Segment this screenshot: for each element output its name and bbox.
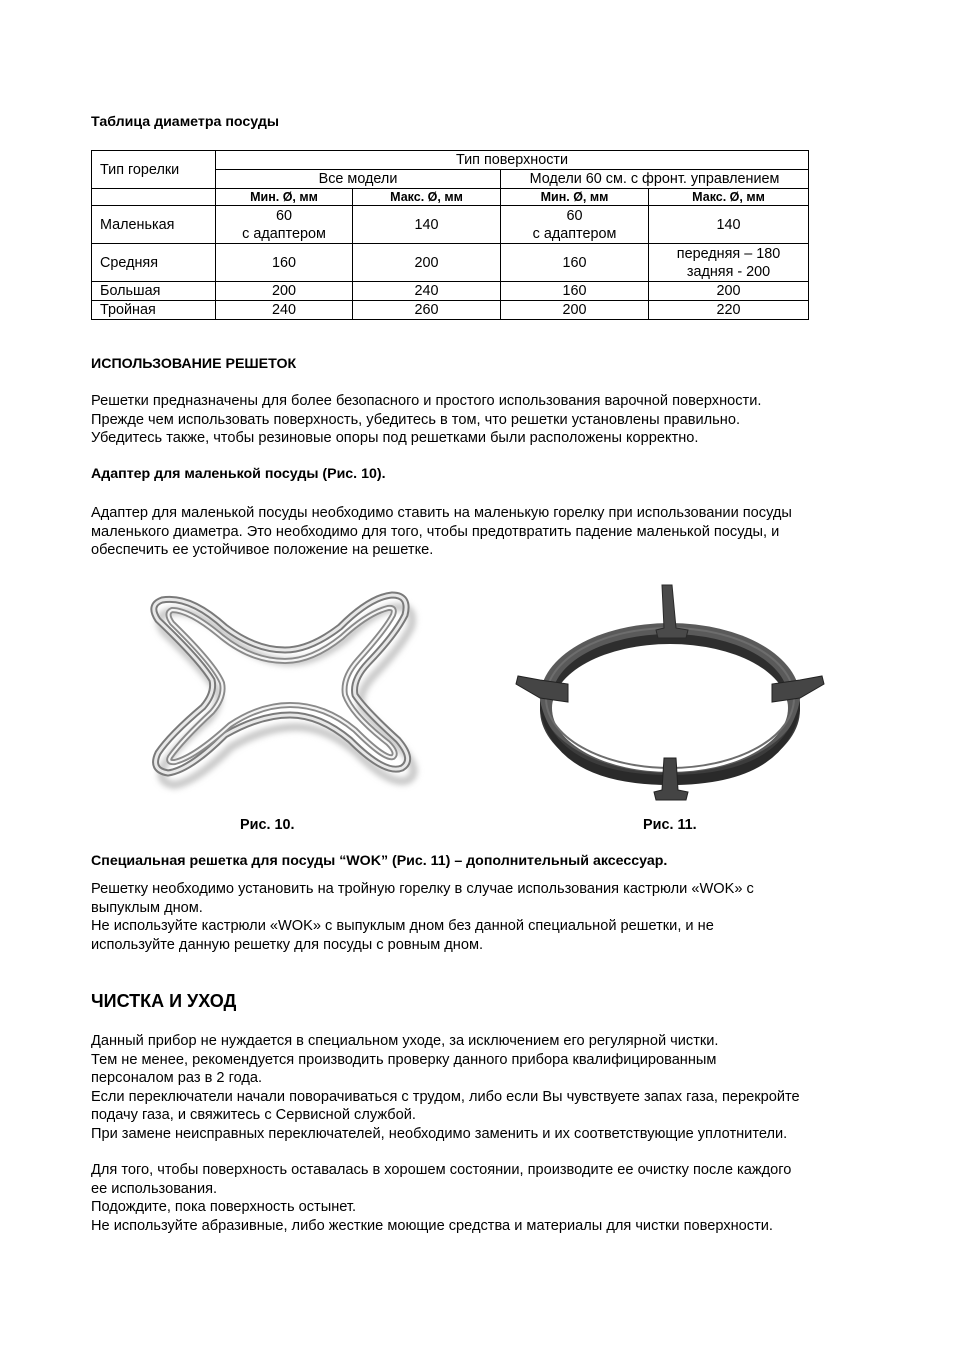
cleaning-heading: ЧИСТКА И УХОД xyxy=(91,991,237,1011)
all-max-cell: 200 xyxy=(353,244,501,282)
all-min-cell: 200 xyxy=(216,282,353,301)
table-title: Таблица диаметра посуды xyxy=(91,114,279,130)
text-line: выпуклым дном. xyxy=(91,899,203,916)
empty-cell xyxy=(92,189,216,206)
all-max-cell: 140 xyxy=(353,206,501,244)
m60-min-cell: 160 xyxy=(501,282,649,301)
text-line: Не используйте абразивные, либо жесткие моющие средства и материалы для чистки поверхности. xyxy=(91,1217,773,1234)
row-name: Маленькая xyxy=(92,206,216,244)
burner-type-header: Тип горелки xyxy=(92,151,216,189)
max-header: Макс. Ø, мм xyxy=(649,189,809,206)
row-name: Большая xyxy=(92,282,216,301)
wok-paragraph xyxy=(91,880,754,954)
text-line: Решетки предназначены для более безопасного и простого использования варочной поверхности. xyxy=(91,393,762,409)
text-line: Адаптер для маленькой посуды необходимо ставить на маленькую горелку при использовании посуды xyxy=(91,505,792,521)
min-header: Мин. Ø, мм xyxy=(501,189,649,206)
text-line: подачу газа, и свяжитесь с Сервисной службой. xyxy=(91,1107,416,1124)
cleaning-paragraph-2 xyxy=(91,1161,791,1235)
figure-10-caption: Рис. 10. xyxy=(240,817,295,833)
max-header: Макс. Ø, мм xyxy=(353,189,501,206)
text-line: Прежде чем использовать поверхность, убедитесь в том, что решетки установлены правильно. xyxy=(91,411,741,428)
wok-heading: Специальная решетка для посуды “WOK” (Рис. 11) – дополнительный аксессуар. xyxy=(91,853,668,869)
m60-min-cell: 160 xyxy=(501,244,649,282)
wok-support-ring-image xyxy=(510,580,830,805)
row-name: Тройная xyxy=(92,301,216,320)
adapter-heading: Адаптер для маленькой посуды (Рис. 10). xyxy=(91,466,386,482)
text-line: Не используйте кастрюли «WOK» с выпуклым дном без данной специальной решетки, и не xyxy=(91,918,714,935)
table-row xyxy=(92,301,809,320)
all-max-cell: 240 xyxy=(353,282,501,301)
m60-max-cell: 140 xyxy=(649,206,809,244)
min-header: Мин. Ø, мм xyxy=(216,189,353,206)
text-line: Решетку необходимо установить на тройную горелку в случае использования кастрюли «WOK» с xyxy=(91,881,754,897)
m60-max-cell: 200 xyxy=(649,282,809,301)
row-name: Средняя xyxy=(92,244,216,282)
figure-11-caption: Рис. 11. xyxy=(643,817,697,833)
all-min-cell: 160 xyxy=(216,244,353,282)
text-line: Данный прибор не нуждается в специальном уходе, за исключением его регулярной чистки. xyxy=(91,1033,719,1049)
small-pot-adapter-image xyxy=(130,575,430,805)
models60-header: Модели 60 см. с фронт. управлением xyxy=(501,170,809,189)
adapter-paragraph xyxy=(91,504,792,560)
all-min-cell: 240 xyxy=(216,301,353,320)
table-row xyxy=(92,244,809,282)
m60-max-cell: передняя – 180 задняя - 200 xyxy=(649,244,809,282)
text-line: обеспечить ее устойчивое положение на решетке. xyxy=(91,542,434,559)
all-models-header: Все модели xyxy=(216,170,501,189)
text-line: Тем не менее, рекомендуется производить проверку данного прибора квалифицированным xyxy=(91,1051,717,1068)
cookware-diameter-table xyxy=(91,150,809,320)
text-line: Если переключатели начали поворачиваться с трудом, либо если Вы чувствуете запах газа, перекройте xyxy=(91,1088,800,1105)
all-min-cell: 60 с адаптером xyxy=(216,206,353,244)
text-line: Убедитесь также, чтобы резиновые опоры под решетками были расположены корректно. xyxy=(91,430,699,447)
table-row xyxy=(92,206,809,244)
text-line: ее использования. xyxy=(91,1180,218,1197)
text-line: персоналом раз в 2 года. xyxy=(91,1070,263,1087)
text-line: Для того, чтобы поверхность оставалась в хорошем состоянии, производите ее очистку после каждого xyxy=(91,1162,792,1178)
m60-min-cell: 60 с адаптером xyxy=(501,206,649,244)
grids-paragraph xyxy=(91,392,761,448)
m60-min-cell: 200 xyxy=(501,301,649,320)
m60-max-cell: 220 xyxy=(649,301,809,320)
grids-heading: ИСПОЛЬЗОВАНИЕ РЕШЕТОК xyxy=(91,356,297,372)
surface-type-header: Тип поверхности xyxy=(216,151,809,170)
text-line: используйте данную решетку для посуды с ровным дном. xyxy=(91,936,484,953)
text-line: маленького диаметра. Это необходимо для того, чтобы предотвратить падение маленькой посуды, и xyxy=(91,523,780,540)
cleaning-paragraph-1 xyxy=(91,1032,800,1144)
text-line: При замене неисправных переключателей, необходимо заменить и их соответствующие уплотнители. xyxy=(91,1125,788,1142)
all-max-cell: 260 xyxy=(353,301,501,320)
table-row xyxy=(92,282,809,301)
text-line: Подождите, пока поверхность остынет. xyxy=(91,1199,357,1216)
